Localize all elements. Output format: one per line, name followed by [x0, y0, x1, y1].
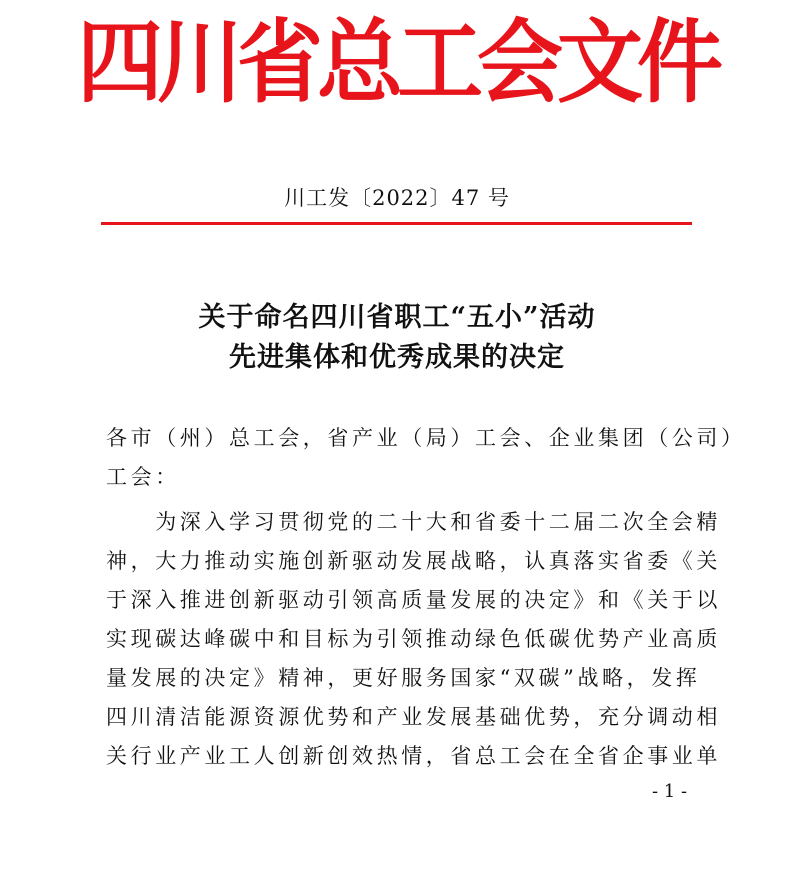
body-paragraph-line: 关行业产业工人创新创效热情，省总工会在全省企事业单 — [106, 744, 721, 768]
document-number: 川工发〔2022〕47 号 — [284, 186, 510, 210]
body-paragraph-line: 为深入学习贯彻党的二十大和省委十二届二次全会精 — [106, 510, 721, 534]
body-paragraph-line: 实现碳达峰碳中和目标为引领推动绿色低碳优势产业高质 — [106, 627, 721, 651]
document-title-line-1: 关于命名四川省职工“五小”活动 — [198, 302, 596, 333]
document-masthead: 四川省总工会文件 — [77, 10, 717, 116]
body-paragraph-line: 四川清洁能源资源优势和产业发展基础优势，充分调动相 — [106, 705, 721, 729]
salutation-line-1: 各市（州）总工会，省产业（局）工会、企业集团（公司） — [106, 426, 746, 450]
body-paragraph-line: 于深入推进创新驱动引领高质量发展的决定》和《关于以 — [106, 588, 721, 612]
salutation-line-2: 工会： — [106, 465, 180, 489]
body-paragraph-line: 量发展的决定》精神，更好服务国家“双碳”战略，发挥 — [106, 666, 701, 690]
body-paragraph-line: 神，大力推动实施创新驱动发展战略，认真落实省委《关 — [106, 549, 721, 573]
document-title-line-2: 先进集体和优秀成果的决定 — [229, 342, 565, 373]
red-divider-line — [101, 222, 692, 225]
page-number: - 1 - — [652, 781, 688, 802]
